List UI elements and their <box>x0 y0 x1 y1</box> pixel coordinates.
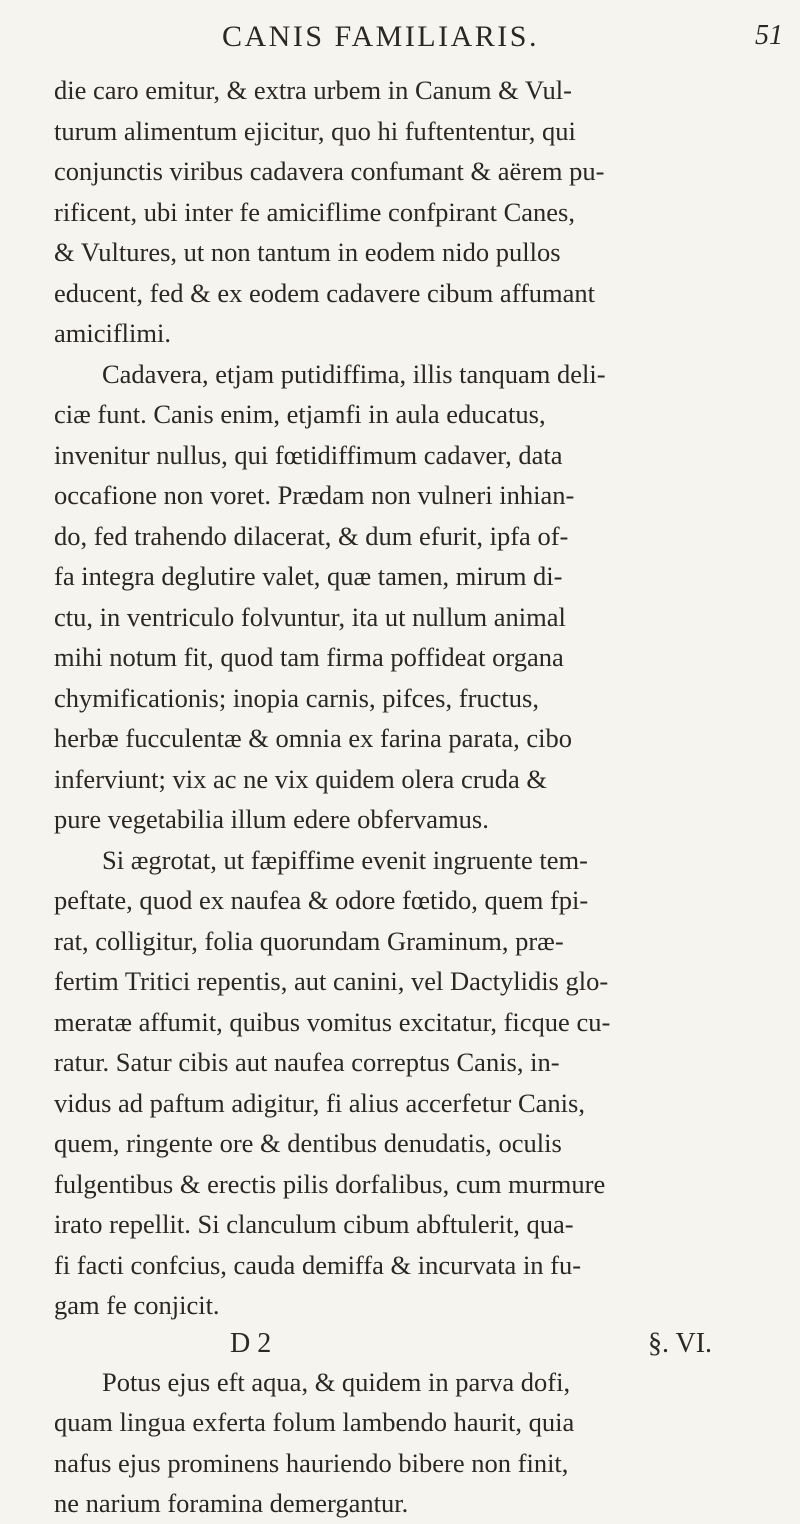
text-line: mihi notum fit, quod tam firma poffideat organa <box>54 642 564 672</box>
text-line: gam fe conjicit. <box>54 1290 220 1320</box>
text-line: & Vultures, ut non tantum in eodem nido pullos <box>54 237 561 267</box>
text-line: vidus ad paftum adigitur, fi alius accerfetur Canis, <box>54 1087 585 1118</box>
text-line: fertim Tritici repentis, aut canini, vel Dactylidis glo- <box>54 966 609 996</box>
page-header <box>0 20 800 60</box>
text-line: quem, ringente ore & dentibus denudatis, oculis <box>54 1128 562 1158</box>
text-line: conjunctis viribus cadavera confumant & aërem pu- <box>54 156 605 186</box>
text-line: ciæ funt. Canis enim, etjamfi in aula educatus, <box>54 399 546 429</box>
paragraph-3 <box>54 840 774 1326</box>
text-line: invenitur nullus, qui fœtidiffimum cadaver, data <box>54 439 563 470</box>
text-line: fi facti confcius, cauda demiffa & incurvata in fu- <box>54 1249 582 1280</box>
text-line: ctu, in ventriculo folvuntur, ita ut nullum animal <box>54 601 566 632</box>
text-line: nafus ejus prominens hauriendo bibere non finit, <box>54 1447 569 1478</box>
text-line: fa integra deglutire valet, quæ tamen, mirum di- <box>54 561 563 591</box>
text-line: quam lingua exferta folum lambendo haurit, quia <box>54 1407 575 1437</box>
text-line: do, fed trahendo dilacerat, & dum efurit, ipfa of- <box>54 520 569 551</box>
text-line: fulgentibus & erectis pilis dorfalibus, cum murmure <box>54 1168 606 1199</box>
text-line: Potus ejus eft aqua, & quidem in parva dofi, <box>102 1366 571 1397</box>
text-line: peftate, quod ex naufea & odore fœtido, quem fpi- <box>54 885 589 915</box>
text-line: rat, colligitur, folia quorundam Graminum, præ- <box>54 925 564 956</box>
body-text <box>54 70 774 1524</box>
paragraph-2 <box>54 354 774 840</box>
page-number: 51 <box>755 20 783 51</box>
signature-mark: D 2 <box>230 1328 272 1359</box>
text-line: pure vegetabilia illum edere obfervamus. <box>54 804 489 834</box>
text-line: ne narium foramina demergantur. <box>54 1488 409 1518</box>
paragraph-1 <box>54 70 774 354</box>
text-line: turum alimentum ejicitur, quo hi fuftententur, qui <box>54 115 576 146</box>
page-footer <box>0 1328 800 1378</box>
text-line: irato repellit. Si clanculum cibum abftulerit, qua- <box>54 1209 574 1239</box>
running-title: CANIS FAMILIARIS. <box>222 20 539 53</box>
text-line: die caro emitur, & extra urbem in Canum & Vul- <box>54 75 572 105</box>
text-line: chymificationis; inopia carnis, pifces, fructus, <box>54 682 539 713</box>
catchword: §. VI. <box>648 1328 713 1359</box>
paragraph-4 <box>54 1362 774 1524</box>
text-line: herbæ fucculentæ & omnia ex farina parata, cibo <box>54 723 573 753</box>
text-line: Cadavera, etjam putidiffima, illis tanquam deli- <box>102 358 606 389</box>
text-line: occafione non voret. Prædam non vulneri inhian- <box>54 480 575 510</box>
text-line: amiciflimi. <box>54 318 172 348</box>
text-line: Si ægrotat, ut fæpiffime evenit ingruente tem- <box>102 844 588 875</box>
text-line: educent, fed & ex eodem cadavere cibum affumant <box>54 277 596 308</box>
text-line: ratur. Satur cibis aut naufea correptus Canis, in- <box>54 1047 560 1077</box>
text-line: meratæ affumit, quibus vomitus excitatur, ficque cu- <box>54 1006 611 1037</box>
text-line: inferviunt; vix ac ne vix quidem olera cruda & <box>54 763 548 794</box>
text-line: rificent, ubi inter fe amiciflime confpirant Canes, <box>54 196 575 227</box>
